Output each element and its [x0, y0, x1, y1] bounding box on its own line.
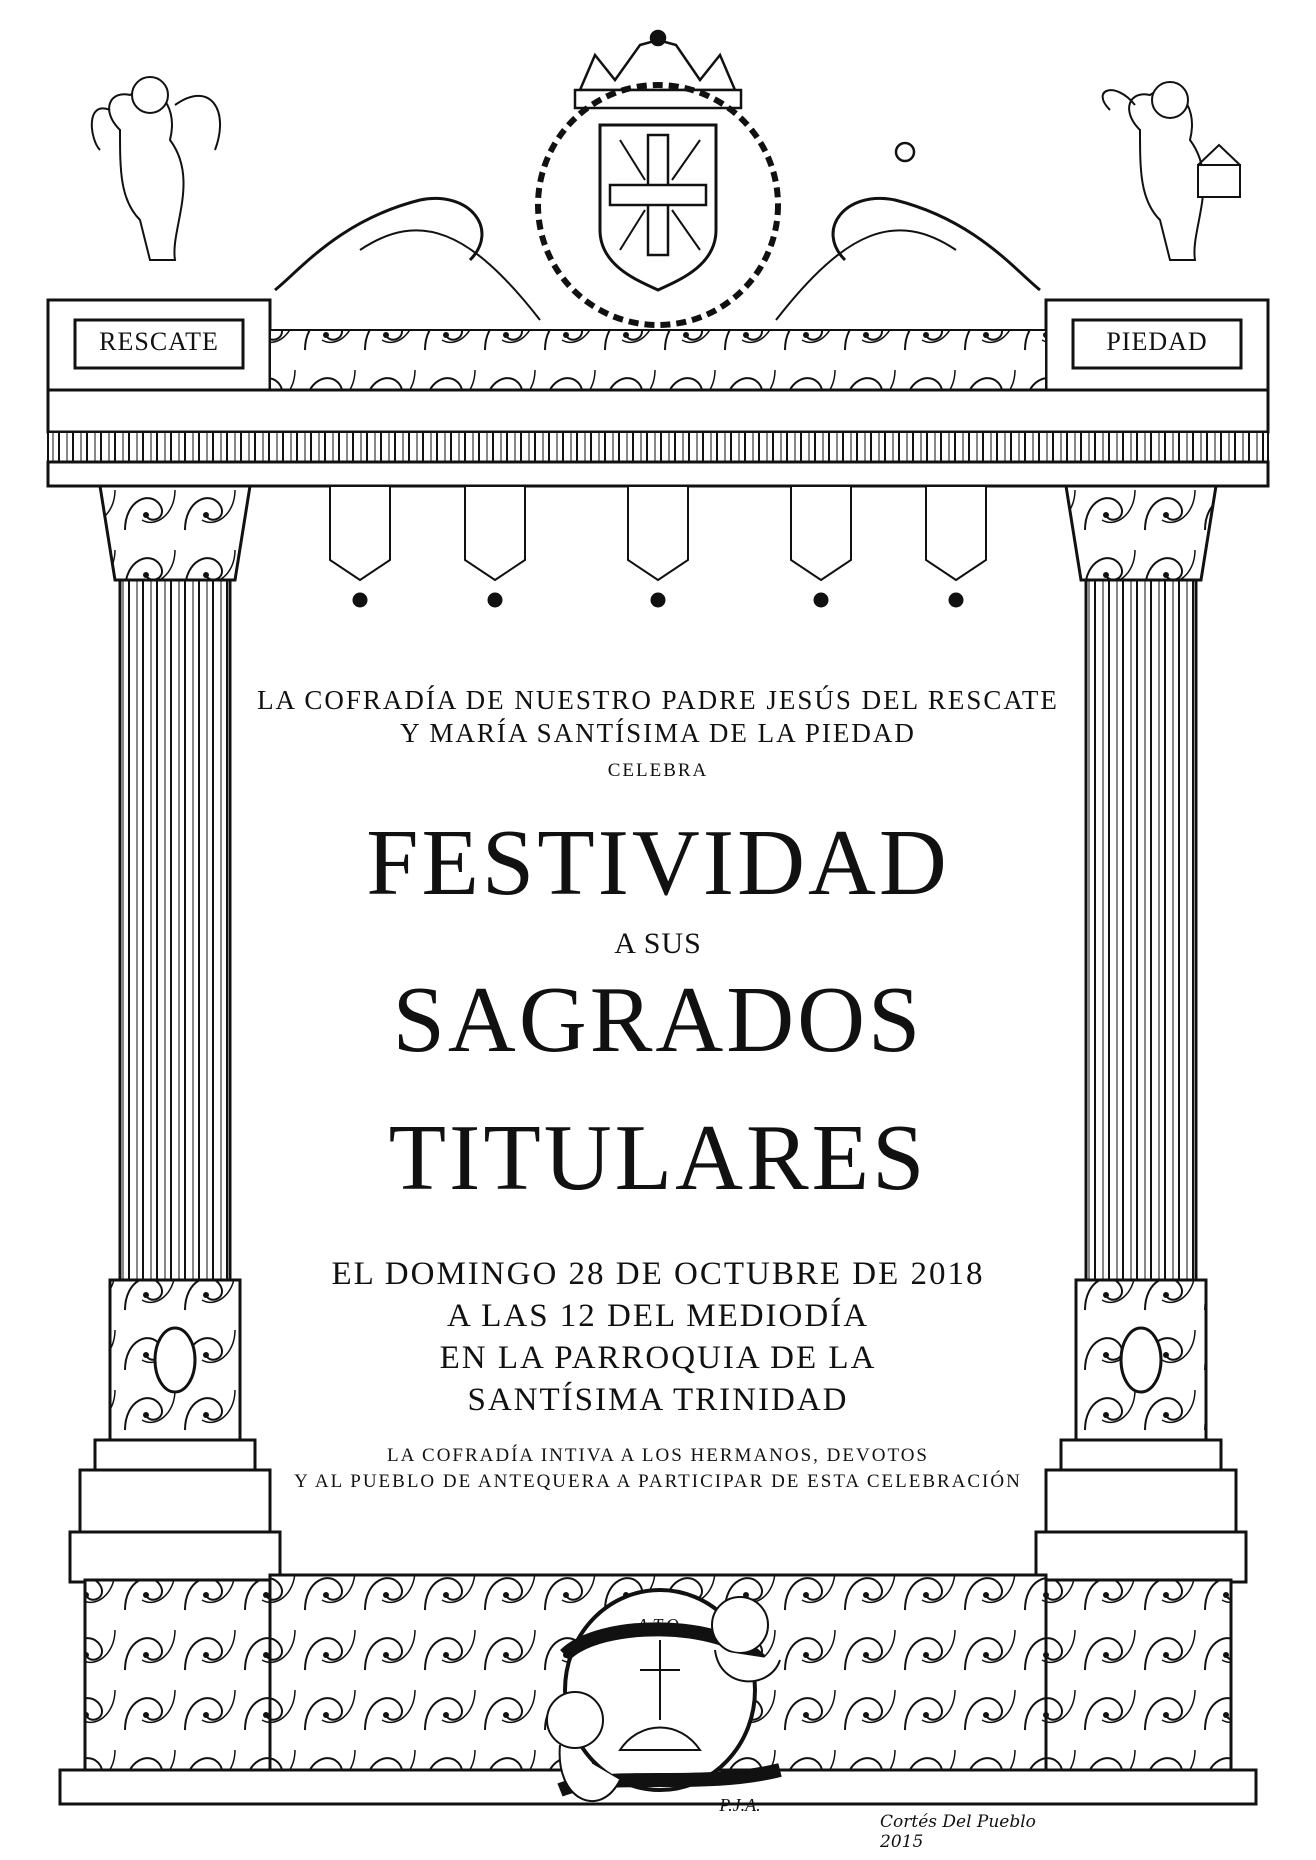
- intro-line-2: Y MARÍA SANTÍSIMA DE LA PIEDAD: [400, 718, 916, 748]
- cherub-statue-left: [92, 77, 220, 260]
- cartouche-bottom-text: P.J.A.: [719, 1795, 761, 1815]
- plaque-rescate: RESCATE: [99, 327, 219, 356]
- artist-signature: Cortés Del Pueblo 2015: [880, 1812, 1036, 1852]
- cartouche-top-text: A.T.Q.: [636, 1615, 684, 1635]
- headline-connector: A SUS: [614, 927, 702, 960]
- cherub-statue-right: [1103, 82, 1240, 260]
- invitation-line-2: Y AL PUEBLO DE ANTEQUERA A PARTICIPAR DE ESTA CELEBRACIÓN: [294, 1471, 1022, 1492]
- headline-titulares: TITULARES: [388, 1106, 928, 1210]
- details-location-2: SANTÍSIMA TRINIDAD: [467, 1382, 849, 1418]
- details-date: EL DOMINGO 28 DE OCTUBRE DE 2018: [331, 1256, 985, 1292]
- headline-sagrados: SAGRADOS: [392, 968, 924, 1072]
- headline-festividad: FESTIVIDAD: [366, 811, 950, 915]
- plaque-piedad: PIEDAD: [1106, 327, 1208, 356]
- details-location-1: EN LA PARROQUIA DE LA: [439, 1340, 877, 1376]
- intro-line-1: LA COFRADÍA DE NUESTRO PADRE JESÚS DEL RESCATE: [257, 685, 1059, 715]
- invitation-line-1: LA COFRADÍA INTIVA A LOS HERMANOS, DEVOTOS: [387, 1445, 929, 1466]
- celebra-label: CELEBRA: [607, 760, 709, 781]
- details-time: A LAS 12 DEL MEDIODÍA: [446, 1298, 870, 1334]
